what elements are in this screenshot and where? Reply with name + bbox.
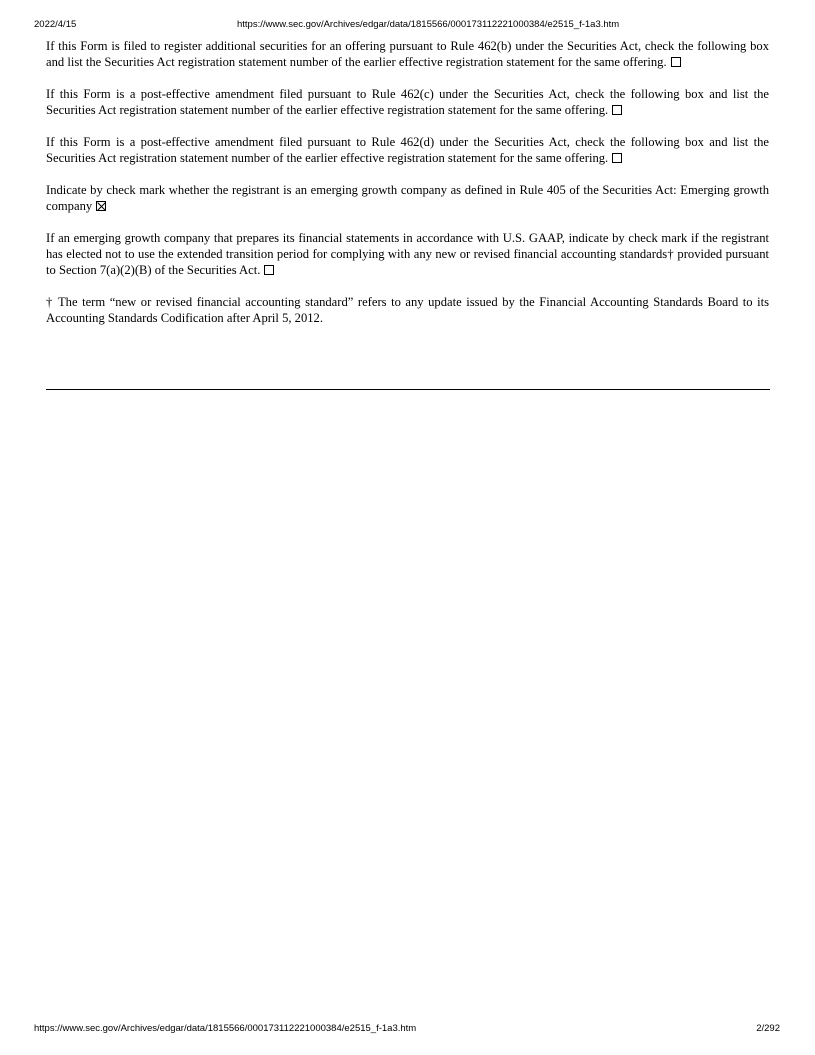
header-url: https://www.sec.gov/Archives/edgar/data/1815566/000173112221000384/e2515_f-1a3.htm (237, 19, 620, 30)
document-body (46, 38, 769, 342)
paragraph-transition-period (46, 230, 769, 278)
paragraph-rule-462d (46, 134, 769, 166)
paragraph-text: If this Form is a post-effective amendment filed pursuant to Rule 462(d) under the Securities Act, check the following box and list the Securities Act registration statement number of the earlier effective registration statement for the same offering. (46, 135, 769, 165)
footer-url: https://www.sec.gov/Archives/edgar/data/1815566/000173112221000384/e2515_f-1a3.htm (34, 1023, 417, 1034)
footnote-dagger (46, 294, 769, 326)
checkbox-emerging-growth-company[interactable] (96, 201, 106, 211)
paragraph-rule-462b (46, 38, 769, 70)
checkbox-rule-462d[interactable] (612, 153, 622, 163)
paragraph-text: If this Form is filed to register additional securities for an offering pursuant to Rule 462(b) under the Securities Act, check the following box and list the Securities Act registration statement number of the earlier effective registration statement for the same offering. (46, 39, 769, 69)
paragraph-text: If this Form is a post-effective amendment filed pursuant to Rule 462(c) under the Securities Act, check the following box and list the Securities Act registration statement number of the earlier effective registration statement for the same offering. (46, 87, 769, 117)
checkbox-rule-462b[interactable] (671, 57, 681, 67)
horizontal-rule (46, 389, 770, 390)
checkbox-extended-transition[interactable] (264, 265, 274, 275)
footnote-text: † The term “new or revised financial accounting standard” refers to any update issued by the Financial Accounting Standards Board to its Accounting Standards Codification after April 5, 2012. (46, 295, 769, 325)
paragraph-text: If an emerging growth company that prepares its financial statements in accordance with U.S. GAAP, indicate by check mark if the registrant has elected not to use the extended transition period for complying with any new or revised financial accounting standards† provided pursuant to Section 7(a)(2)(B) of the Securities Act. (46, 231, 769, 277)
print-header (0, 18, 815, 32)
checkbox-rule-462c[interactable] (612, 105, 622, 115)
print-footer (0, 1022, 815, 1036)
paragraph-rule-462c (46, 86, 769, 118)
paragraph-emerging-growth (46, 182, 769, 214)
page-number: 2/292 (756, 1023, 780, 1034)
paragraph-text: Indicate by check mark whether the registrant is an emerging growth company as defined in Rule 405 of the Securities Act: Emerging growth company (46, 183, 769, 213)
print-date: 2022/4/15 (34, 19, 77, 30)
